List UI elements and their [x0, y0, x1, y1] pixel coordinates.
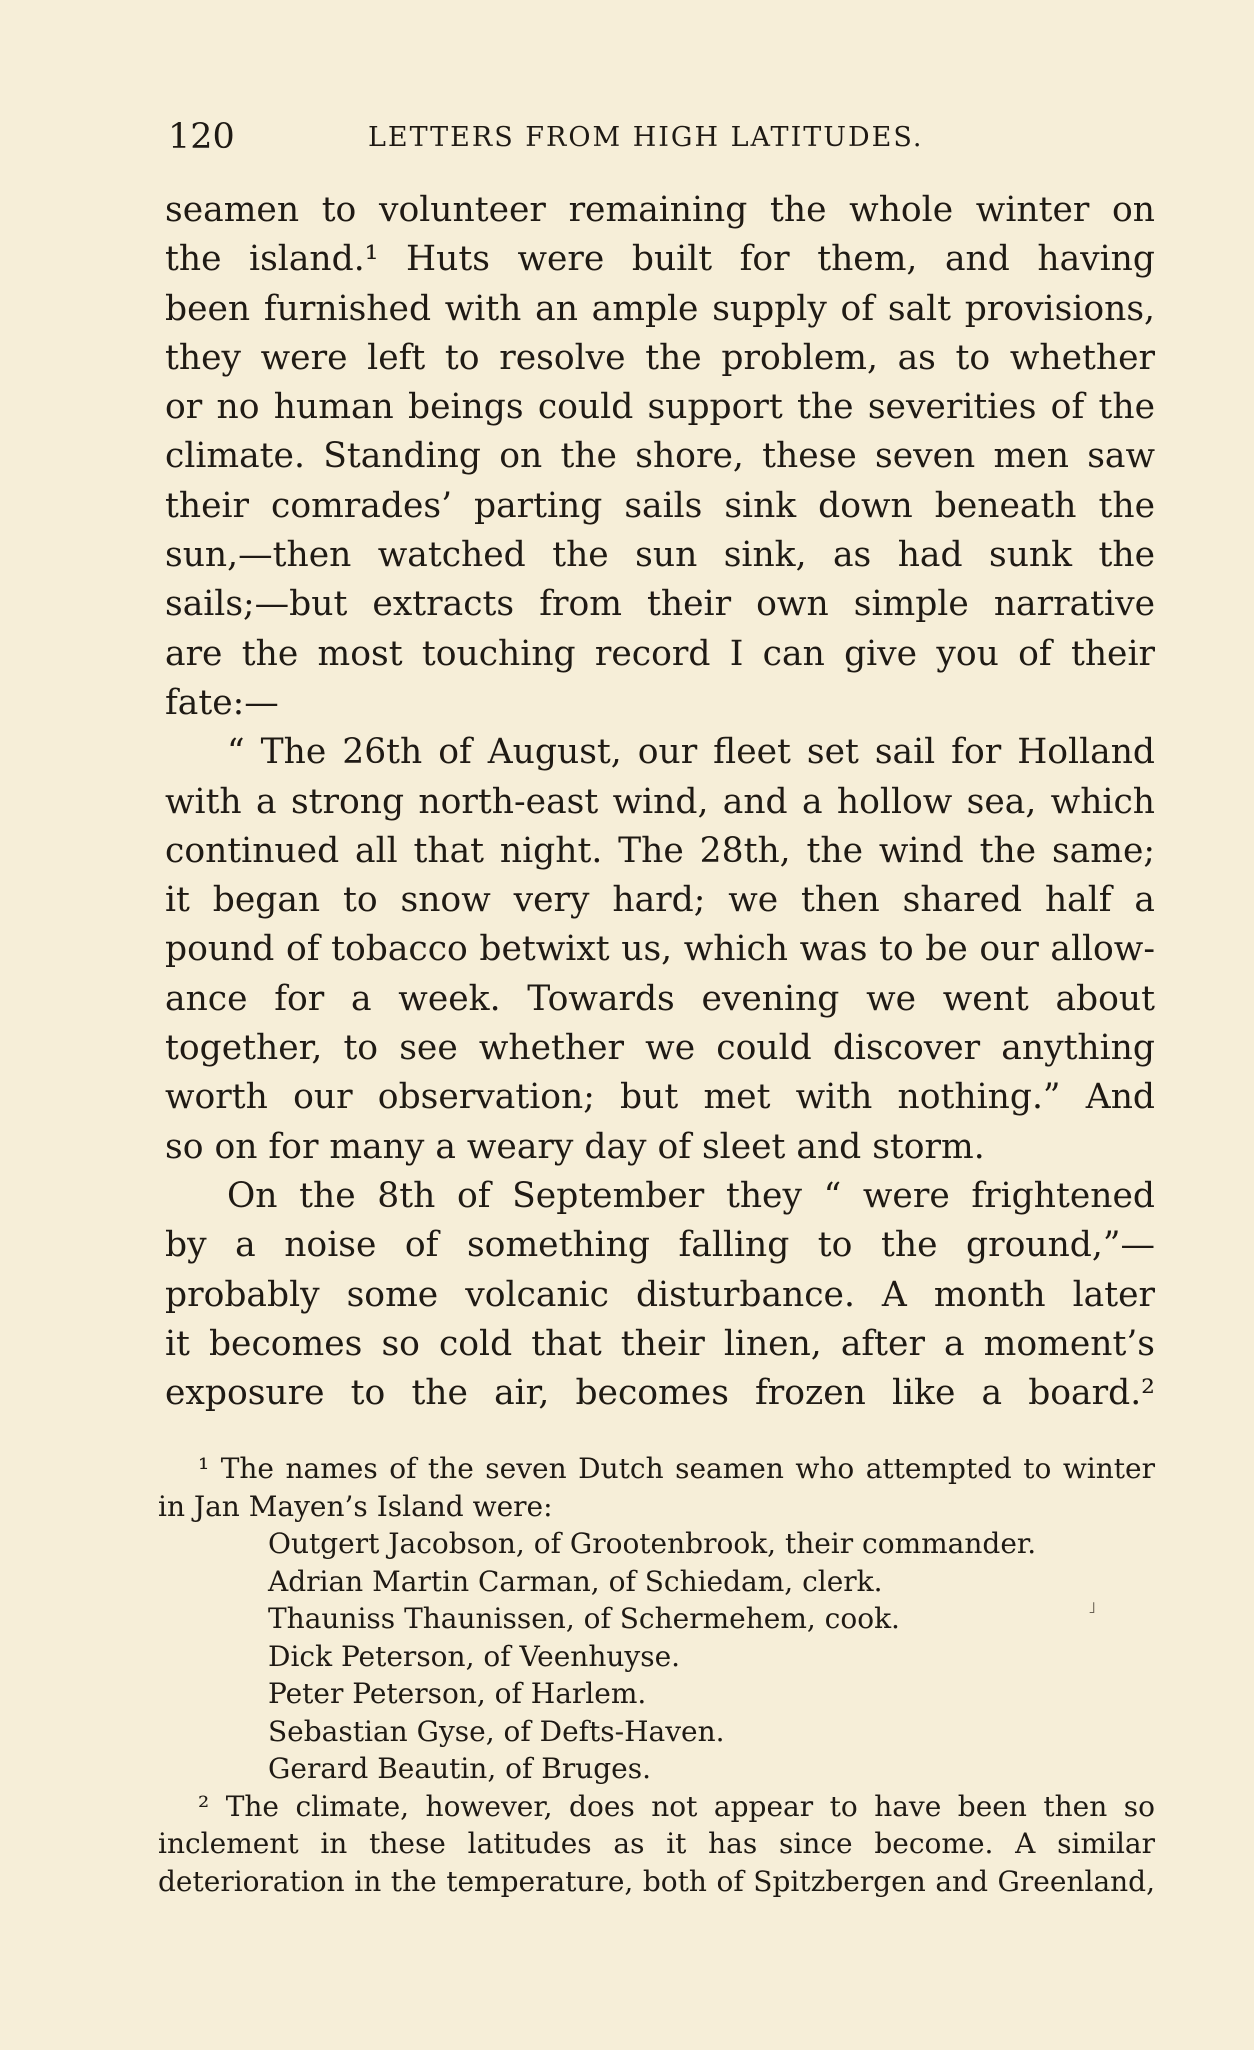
body-line: it becomes so cold that their linen, after a moment’s	[165, 1323, 1155, 1364]
body-line: so on for many a weary day of sleet and storm.	[165, 1126, 985, 1167]
seaman-entry: Adrian Martin Carman, of Schiedam, clerk.	[268, 1564, 883, 1598]
body-line: seamen to volunteer remaining the whole winter on	[165, 190, 1155, 230]
body-line: ance for a week. Towards evening we went about	[165, 978, 1155, 1019]
footnote-2-line: ² The climate, however, does not appear to have been then so	[198, 1789, 1155, 1823]
body-line: are the most touching record I can give you of their	[165, 633, 1155, 674]
seaman-entry: Outgert Jacobson, of Grootenbrook, their commander.	[268, 1527, 1037, 1560]
body-line: pound of tobacco betwixt us, which was to be our allow-	[165, 929, 1155, 970]
body-line: worth our observation; but met with nothing.” And	[165, 1077, 1155, 1118]
body-line: fate:—	[165, 682, 279, 723]
body-line: they were left to resolve the problem, as to whether	[165, 337, 1155, 378]
body-line: climate. Standing on the shore, these seven men saw	[165, 436, 1155, 477]
body-line: the island.¹ Huts were built for them, and having	[165, 239, 1155, 280]
body-line: by a noise of something falling to the ground,”—	[165, 1225, 1155, 1266]
body-line: On the 8th of September they “ were frightened	[227, 1175, 1155, 1216]
footnote-1-line: ¹ The names of the seven Dutch seamen who attempted to winter	[198, 1452, 1155, 1485]
body-line: exposure to the air, becomes frozen like a board.²	[165, 1373, 1155, 1414]
page-header	[168, 112, 1168, 162]
running-head: LETTERS FROM HIGH LATITUDES.	[368, 122, 924, 153]
body-line: sun,—then watched the sun sink, as had sunk the	[165, 535, 1155, 576]
body-line: together, to see whether we could discover anything	[165, 1028, 1155, 1069]
body-line: “ The 26th of August, our fleet set sail for Holland	[227, 732, 1155, 773]
body-line: continued all that night. The 28th, the wind the same;	[165, 830, 1155, 871]
body-line: or no human beings could support the severities of the	[165, 387, 1155, 428]
body-line: probably some volcanic disturbance. A month later	[165, 1274, 1155, 1315]
footnote-2-line: inclement in these latitudes as it has since become. A similar	[158, 1827, 1155, 1860]
seaman-entry: Gerard Beautin, of Bruges.	[268, 1752, 652, 1785]
body-line: it began to snow very hard; we then shared half a	[165, 880, 1155, 921]
seaman-entry: Sebastian Gyse, of Defts-Haven.	[268, 1714, 725, 1748]
body-line: been furnished with an ample supply of salt provisions,	[165, 288, 1155, 329]
body-line: with a strong north-east wind, and a hollow sea, which	[165, 781, 1155, 822]
stray-print-mark: ˩	[1088, 1598, 1096, 1617]
footnote-1-line: in Jan Mayen’s Island were:	[158, 1489, 553, 1523]
seaman-entry: Thauniss Thaunissen, of Schermehem, cook.	[268, 1602, 900, 1635]
footnote-2-line: deterioration in the temperature, both of Spitzbergen and Greenland,	[158, 1864, 1155, 1898]
page-number: 120	[168, 117, 235, 157]
seaman-entry: Peter Peterson, of Harlem.	[268, 1677, 647, 1710]
body-line: their comrades’ parting sails sink down beneath the	[165, 485, 1155, 526]
seaman-entry: Dick Peterson, of Veenhuyse.	[268, 1639, 681, 1673]
footnotes	[158, 1450, 1155, 1900]
body-text	[165, 186, 1155, 1418]
body-line: sails;—but extracts from their own simple narrative	[165, 584, 1155, 625]
